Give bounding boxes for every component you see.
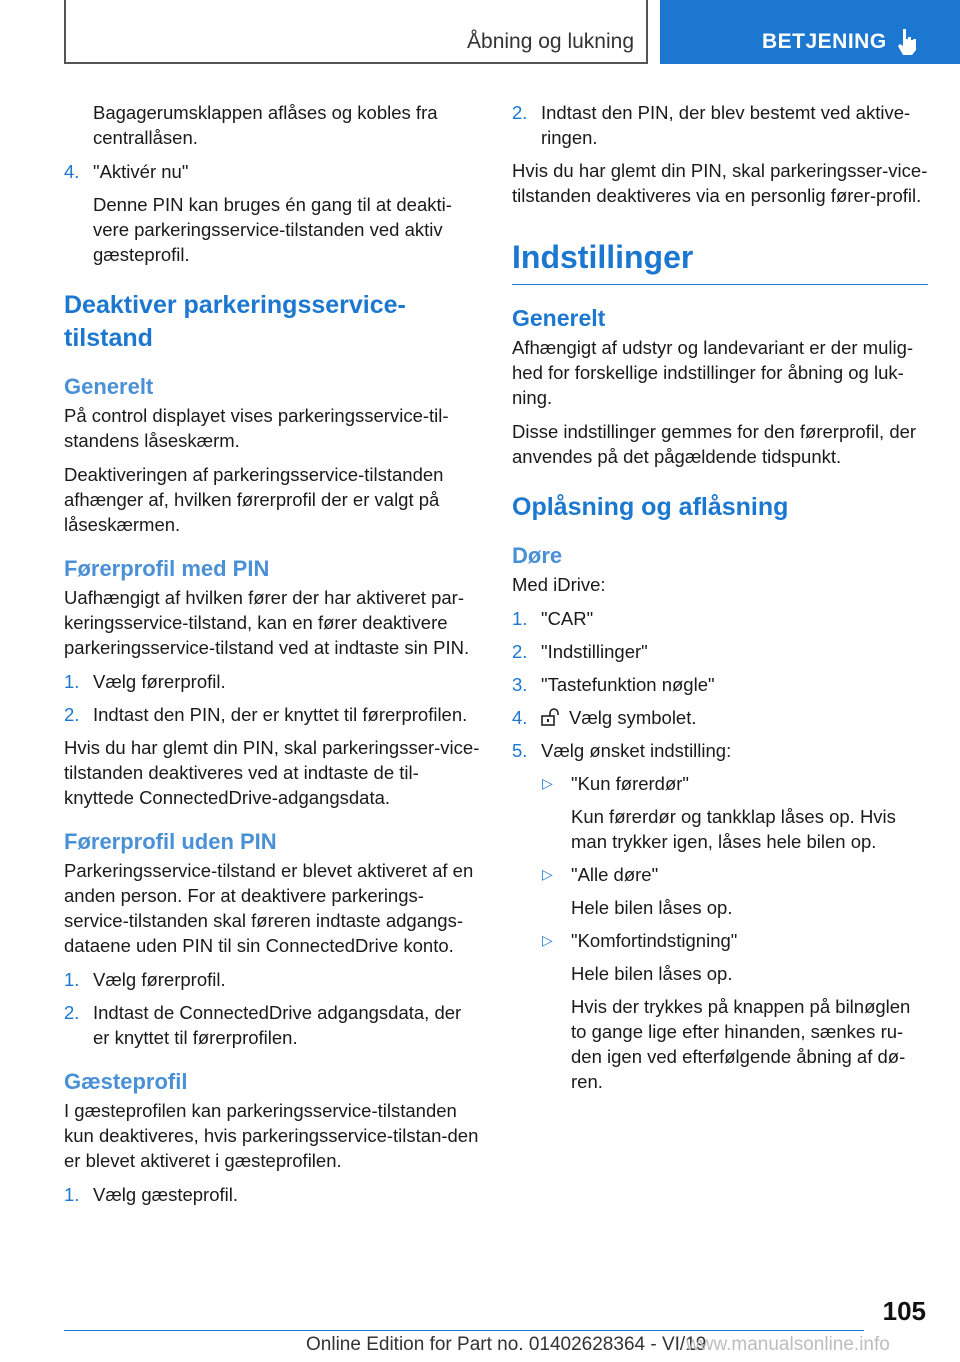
list-number: 1.: [64, 1184, 80, 1205]
option-description: Hele bilen låses op.: [571, 963, 733, 984]
list-text: Vælg førerprofil.: [93, 969, 226, 990]
header-section-title: Åbning og lukning: [467, 30, 634, 53]
paragraph: Parkeringsservice-tilstand er blevet aktiveret af en anden person. For at deaktivere parkerings-service-tilstanden skal føreren indtaste adgangs-dataene uden PIN til sin ConnectedDrive konto.: [64, 860, 474, 956]
section-heading: Generelt: [512, 305, 606, 331]
list-number: 1.: [64, 671, 80, 692]
option-description: Hele bilen låses op.: [571, 897, 733, 918]
footer-divider: [64, 1330, 864, 1331]
list-item: [512, 738, 928, 763]
paragraph: I gæsteprofilen kan parkeringsservice-tilstanden kun deaktiveres, hvis parkeringsservice-tilstan-den er blevet aktiveret i gæsteprofilen.: [64, 1100, 479, 1171]
option-description: Hvis der trykkes på knappen på bilnøglen to gange lige efter hinanden, sænkes ru-den igen ved efterfølgende åbning af dø-ren.: [571, 996, 911, 1092]
list-text: "CAR": [541, 608, 594, 629]
paragraph: Med iDrive:: [512, 574, 606, 595]
option-label: "Alle døre": [571, 864, 659, 885]
list-text: Vælg førerprofil.: [93, 671, 226, 692]
page-number: 105: [882, 1296, 926, 1326]
list-item: [64, 159, 482, 184]
option-label: "Komfortindstigning": [571, 930, 738, 951]
list-number: 4.: [512, 707, 528, 728]
paragraph: På control displayet vises parkeringsservice-til-standens låseskærm.: [64, 405, 449, 451]
list-text: Indtast de ConnectedDrive adgangsdata, der er knyttet til førerprofilen.: [93, 1002, 462, 1048]
list-item: [64, 1000, 482, 1050]
paragraph: Denne PIN kan bruges én gang til at deakti-vere parkeringsservice-tilstanden ved aktiv gæsteprofil.: [93, 194, 452, 265]
list-item: [64, 967, 482, 992]
list-text: "Indstillinger": [541, 641, 648, 662]
paragraph: Bagagerumsklappen aflåses og kobles fra centrallåsen.: [93, 102, 438, 148]
left-column: [64, 100, 482, 1215]
list-number: 2.: [512, 102, 528, 123]
option-label: "Kun førerdør": [571, 773, 689, 794]
section-heading: Deaktiver parkeringsservice-tilstand: [64, 291, 406, 352]
paragraph: Hvis du har glemt din PIN, skal parkeringsser-vice-tilstanden deaktiveres via en personlig fører-profil.: [512, 160, 928, 206]
list-item: [512, 100, 928, 150]
option-description: Kun førerdør og tankklap låses op. Hvis man trykker igen, låses hele bilen op.: [571, 806, 896, 852]
paragraph: Disse indstillinger gemmes for den førerprofil, der anvendes på det pågældende tidspunkt.: [512, 421, 917, 467]
option-item: [512, 928, 928, 953]
list-text: "Aktivér nu": [93, 161, 189, 182]
header-section-tab: [64, 0, 648, 64]
paragraph: Uafhængigt af hvilken fører der har aktiveret par-keringsservice-tilstand, kan en fører deaktivere parkeringsservice-tilstand ved at indtaste sin PIN.: [64, 587, 470, 658]
paragraph: Afhængigt af udstyr og landevariant er der mulig-hed for forskellige indstillinger for åbning og luk-ning.: [512, 337, 914, 408]
footer-edition: Online Edition for Part no. 01402628364 - VI/19: [306, 1334, 707, 1355]
header-chapter-tab: [660, 0, 960, 64]
list-item: [64, 1182, 482, 1207]
list-text: Indtast den PIN, der blev bestemt ved aktive-ringen.: [541, 102, 911, 148]
list-text: "Tastefunktion nøgle": [541, 674, 715, 695]
header-chapter-title: BETJENING: [762, 30, 887, 53]
subsection-heading: Generelt: [64, 374, 154, 399]
list-number: 2.: [64, 704, 80, 725]
triangle-bullet-icon: ▷: [542, 866, 553, 882]
list-item: [512, 705, 928, 730]
section-heading: Oplåsning og aflåsning: [512, 493, 789, 521]
list-item: [512, 639, 928, 664]
list-item: [64, 702, 482, 727]
subsection-heading: Førerprofil med PIN: [64, 556, 270, 581]
triangle-bullet-icon: ▷: [542, 775, 553, 791]
footer-watermark: www.manualsonline.info: [686, 1334, 890, 1355]
list-number: 5.: [512, 740, 528, 761]
option-item: [512, 862, 928, 887]
list-item: [64, 669, 482, 694]
triangle-bullet-icon: ▷: [542, 932, 553, 948]
list-item: [512, 672, 928, 697]
paragraph: Hvis du har glemt din PIN, skal parkeringsser-vice-tilstanden deaktiveres ved at indtaste de til-knyttede ConnectedDrive-adgangsdata.: [64, 737, 480, 808]
subsection-heading: Døre: [512, 543, 563, 568]
list-number: 4.: [64, 161, 80, 182]
list-number: 3.: [512, 674, 528, 695]
list-text: Vælg gæsteprofil.: [93, 1184, 238, 1205]
subsection-heading: Gæsteprofil: [64, 1069, 188, 1094]
paragraph: Deaktiveringen af parkeringsservice-tilstanden afhænger af, hvilken førerprofil der er valgt på låseskærmen.: [64, 464, 444, 535]
list-text: Indtast den PIN, der er knyttet til førerprofilen.: [93, 704, 468, 725]
list-number: 2.: [512, 641, 528, 662]
list-text: Vælg symbolet.: [569, 707, 697, 728]
list-number: 2.: [64, 1002, 80, 1023]
unlock-icon: [541, 708, 561, 726]
list-number: 1.: [512, 608, 528, 629]
right-column: [512, 100, 928, 1102]
chapter-heading: Indstillinger: [512, 236, 928, 285]
pointing-hand-icon: [896, 28, 918, 56]
option-item: [512, 771, 928, 796]
list-number: 1.: [64, 969, 80, 990]
list-item: [512, 606, 928, 631]
list-text: Vælg ønsket indstilling:: [541, 740, 732, 761]
subsection-heading: Førerprofil uden PIN: [64, 829, 277, 854]
